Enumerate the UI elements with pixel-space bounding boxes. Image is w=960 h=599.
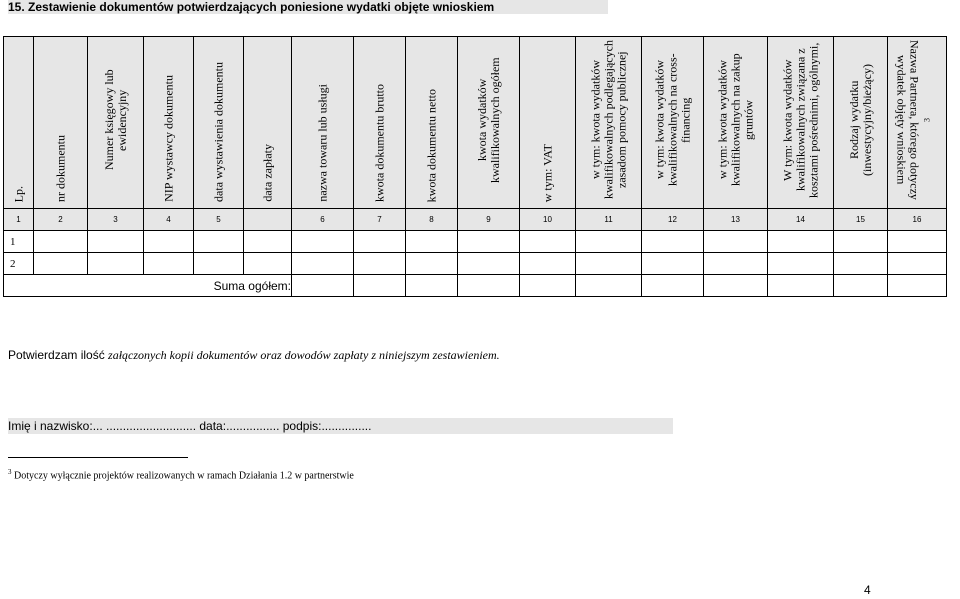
cell[interactable] [768,231,834,253]
sum-cell[interactable] [458,275,520,297]
column-number: 7 [354,209,406,231]
cell[interactable] [888,253,947,275]
cell[interactable] [34,231,88,253]
footnote: $^3$ Dotyczy wyłącznie projektów realizowanych w ramach Działania 1.2 w partnerstwie [8,468,354,482]
cell[interactable] [292,253,354,275]
sum-cell[interactable] [888,275,947,297]
cell[interactable] [292,231,354,253]
column-number: 3 [88,209,144,231]
cell[interactable] [458,231,520,253]
column-number: 6 [292,209,354,231]
cell[interactable] [888,231,947,253]
cell[interactable] [244,253,292,275]
header-lp: Lp. [4,37,34,209]
row-lp: 2 [4,253,34,275]
cell[interactable] [354,231,406,253]
cell[interactable] [406,231,458,253]
cell[interactable] [642,253,704,275]
column-number: 2 [34,209,88,231]
page-number: 4 [864,583,871,597]
column-number-row [4,209,947,231]
column-number: 11 [576,209,642,231]
cell[interactable] [144,253,194,275]
section-title: 15. Zestawienie dokumentów potwierdzających poniesione wydatki objęte wnioskiem [8,0,608,14]
table-row [4,231,947,253]
cell[interactable] [704,231,768,253]
cell[interactable] [834,231,888,253]
confirmation-text: Potwierdzam ilość załączonych kopii dokumentów oraz dowodów zapłaty z niniejszym zestawieniem. [8,348,500,362]
header-kwota-netto: kwota dokumentu netto [406,37,458,209]
column-number: 13 [704,209,768,231]
table-row [4,253,947,275]
header-rodzaj-wydatku: Rodzaj wydatku (inwestycyjny/bieżący) [834,37,888,209]
header-nazwa-partnera: Nazwa Partnera, którego dotyczy wydatek objęty wnioskiem $^3$ [888,37,947,209]
header-numer-ksiegowy: Numer księgowy lub ewidencyjny [88,37,144,209]
cell[interactable] [406,253,458,275]
column-number: 12 [642,209,704,231]
sum-cell[interactable] [768,275,834,297]
column-number: 4 [144,209,194,231]
header-cross-financing: w tym: kwota wydatków kwalifikowalnych na cross-financing [642,37,704,209]
sum-cell[interactable] [354,275,406,297]
cell[interactable] [520,231,576,253]
column-number: 16 [888,209,947,231]
footnote-divider [8,457,188,458]
header-vat: w tym: VAT [520,37,576,209]
header-zakup-gruntow: w tym: kwota wydatków kwalifikowalnych na zakup gruntów [704,37,768,209]
sum-cell[interactable] [406,275,458,297]
row-lp: 1 [4,231,34,253]
table-header-row [4,37,947,209]
column-number: 14 [768,209,834,231]
sum-row [4,275,947,297]
cell[interactable] [88,253,144,275]
signature-line[interactable]: Imię i nazwisko:... ........................... data:................ podpis:............... [8,418,673,434]
sum-cell[interactable] [704,275,768,297]
cell[interactable] [244,231,292,253]
column-number: 8 [406,209,458,231]
cell[interactable] [576,231,642,253]
column-number: 15 [834,209,888,231]
header-nazwa-towaru: nazwa towaru lub usługi [292,37,354,209]
column-number: 5 [194,209,244,231]
cell[interactable] [576,253,642,275]
cell[interactable] [144,231,194,253]
cell[interactable] [458,253,520,275]
header-nip: NIP wystawcy dokumentu [144,37,194,209]
header-data-wystawienia: data wystawienia dokumentu [194,37,244,209]
cell[interactable] [34,253,88,275]
cell[interactable] [194,253,244,275]
sum-cell[interactable] [642,275,704,297]
header-kwota-kwalifikowalnych: kwota wydatków kwalifikowalnych ogółem [458,37,520,209]
sum-cell[interactable] [292,275,354,297]
header-data-zaplaty: data zapłaty [244,37,292,209]
cell[interactable] [354,253,406,275]
sum-cell[interactable] [834,275,888,297]
cell[interactable] [768,253,834,275]
column-number: 10 [520,209,576,231]
header-nr-dokumentu: nr dokumentu [34,37,88,209]
column-number: 9 [458,209,520,231]
cell[interactable] [642,231,704,253]
column-number: 1 [4,209,34,231]
documents-table [3,36,947,297]
cell[interactable] [520,253,576,275]
cell[interactable] [194,231,244,253]
cell[interactable] [88,231,144,253]
header-pomoc-publiczna: w tym: kwota wydatków kwalifikowalnych podlegających zasadom pomocy publicznej [576,37,642,209]
header-kwota-brutto: kwota dokumentu brutto [354,37,406,209]
sum-cell[interactable] [576,275,642,297]
header-koszty-posrednie: W tym: kwota wydatków kwalifikowalnych związana z kosztami pośrednimi, ogólnymi, [768,37,834,209]
column-number-empty [244,209,292,231]
cell[interactable] [834,253,888,275]
sum-cell[interactable] [520,275,576,297]
cell[interactable] [704,253,768,275]
sum-label: Suma ogółem: [4,275,292,297]
